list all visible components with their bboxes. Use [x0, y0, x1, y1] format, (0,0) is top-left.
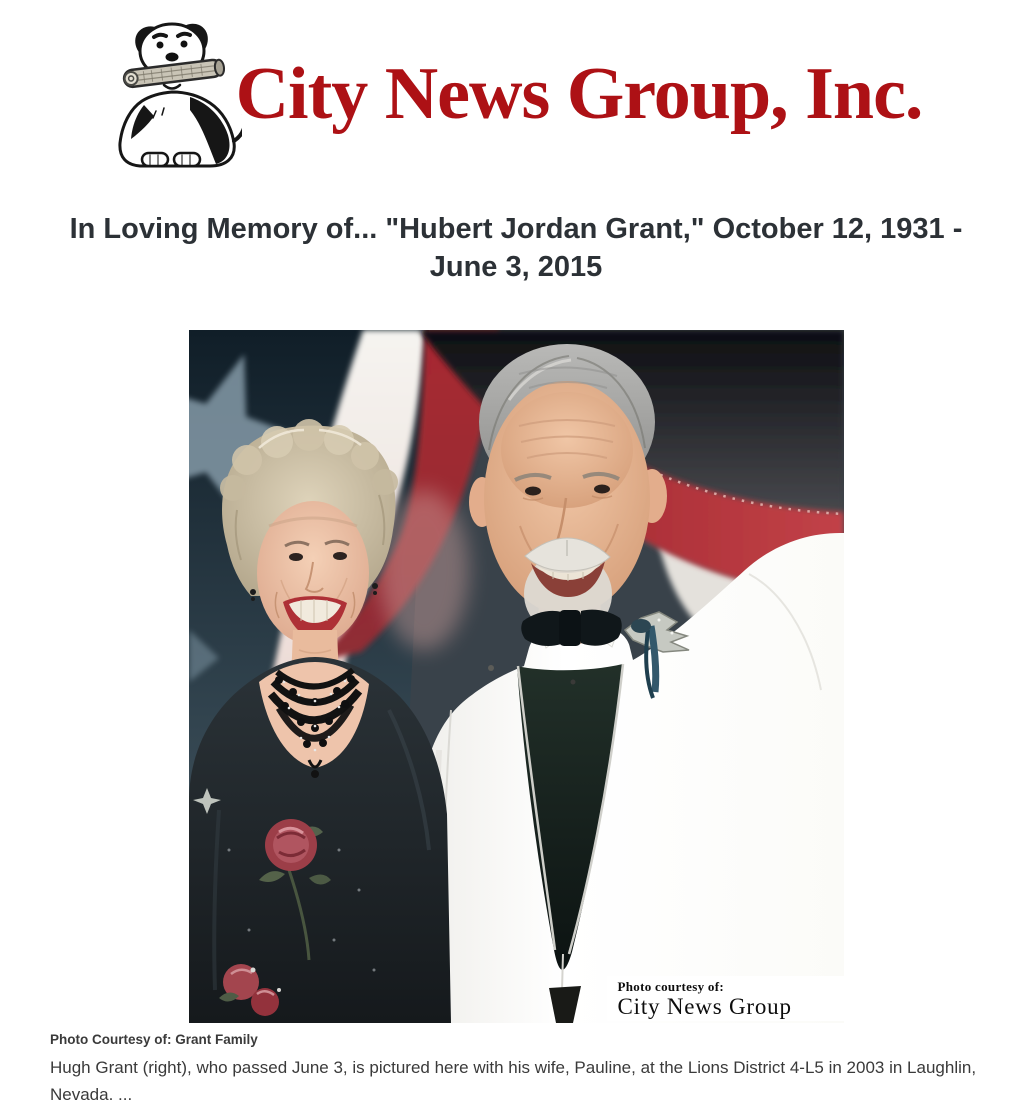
masthead[interactable]: [50, 0, 982, 176]
photo-credit: Photo Courtesy of: Grant Family: [50, 1032, 258, 1047]
couple-flag-photo-illustration: [189, 330, 844, 1023]
photo-watermark: [607, 976, 844, 1021]
headline: In Loving Memory of... "Hubert Jordan Grant," October 12, 1931 - June 3, 2015: [69, 213, 963, 283]
dog-with-newspaper-icon: [110, 15, 242, 173]
photo-watermark-brand: City News Group: [617, 994, 792, 1019]
article-photo: [189, 330, 844, 1023]
brand-title: City News Group, Inc.: [235, 53, 923, 135]
photo-watermark-label: Photo courtesy of:: [617, 979, 724, 994]
caption-text: Hugh Grant (right), who passed June 3, is pictured here with his wife, Pauline, at the Lions District 4-L5 in 2003 in Laughlin, Nevada. ...: [50, 1058, 977, 1104]
